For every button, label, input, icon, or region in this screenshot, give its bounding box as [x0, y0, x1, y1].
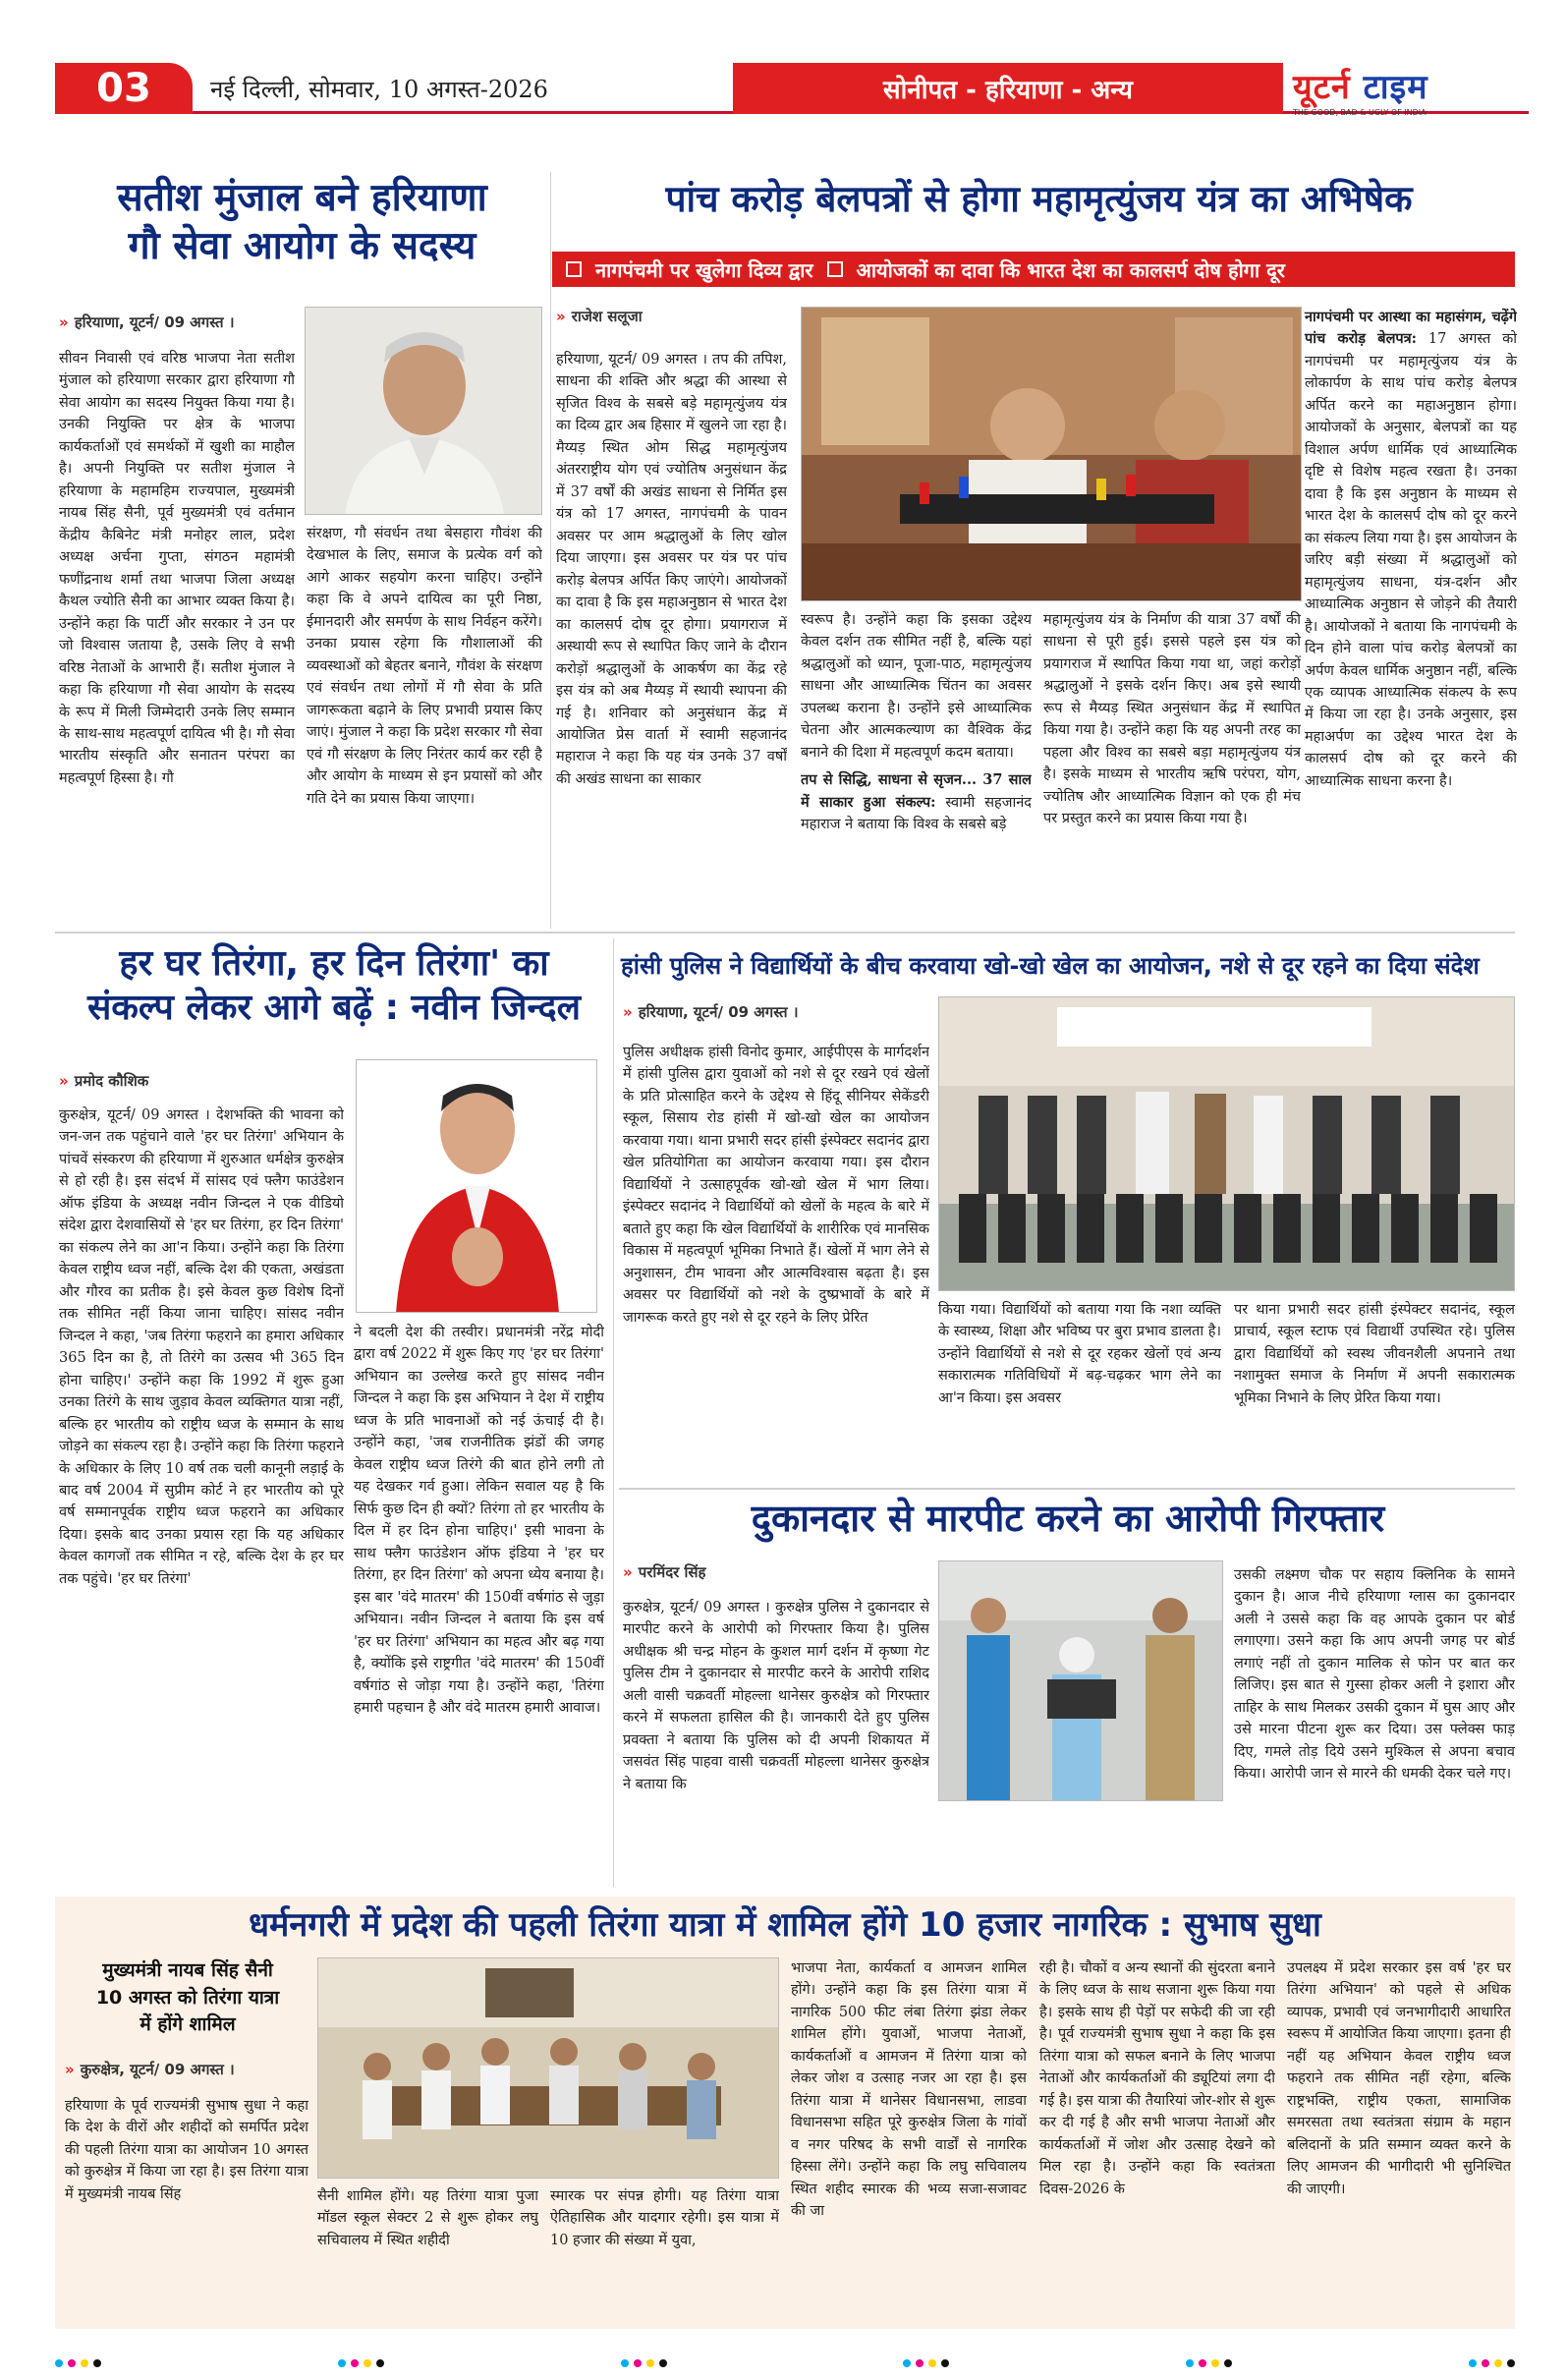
- story4-col2: किया गया। विद्यार्थियों को बताया गया कि नशा व्यक्ति के स्वास्थ्य, शिक्षा और भविष्य पर बुरा प्रभाव डालता है। उन्होंने विद्यार्थियों से नशे से दूर रहकर खेलों एवं अन्य सकारात्मक गतिविधियों में बढ़-चढ़कर भाग लेने का आ'न किया। इस अवसर: [938, 1302, 1221, 1406]
- masthead: [1293, 63, 1529, 117]
- story5-col2: उसकी लक्ष्मण चौक पर सहाय क्लिनिक के सामने दुकान है। आज नीचे हरियाणा ग्लास का दुकानदार अली ने उससे कहा कि वह आपके दुकान पर बोर्ड लगाएगा। उसने कहा कि आप अपनी जगह पर बोर्ड लगाएं नहीं तो दुकान मालिक से फोन पर बात कर लिजिए। इस बात से गुस्सा होकर अली ने इशारा और ताहिर के साथ मिलकर उसकी दुकान में घुस आए और उसे मारना पीटना शुरू कर दिया। उस फ्लेक्स फाड़ दिए, गमले तोड़ दिये उसने मुश्किल से अपना बचाव किया। आरोपी जान से मारने की धमकी देकर चले गए।: [1234, 1567, 1515, 1783]
- story2-banner: नागपंचमी पर खुलेगा दिव्य द्वार आयोजकों का दावा कि भारत देश का कालसर्प दोष होगा दूर: [552, 252, 1515, 287]
- story6-byline: » कुरुक्षेत्र, यूटर्न/ 09 अगस्त ।: [65, 2061, 235, 2078]
- story1-col2: संरक्षण, गौ संवर्धन तथा बेसहारा गौवंश की देखभाल के लिए, समाज के प्रत्येक वर्ग को आगे आकर सहयोग करना चाहिए। उन्होंने कहा कि वे अपने दायित्व का पूरी निष्ठा, ईमानदारी और समर्पण के साथ निर्वहन करेंगे। उनका प्रयास रहेगा कि गौशालाओं की व्यवस्थाओं को बेहतर बनाने, गौवंश के संरक्षण एवं संवर्धन तथा लोगों में गौ सेवा के प्रति जागरूकता बढ़ाने के लिए प्रभावी प्रयास किए जाएं। मुंजाल ने कहा कि प्रदेश सरकार गौ सेवा एवं गौ संरक्षण के लिए निरंतर कार्य कर रही है और आयोग के माध्यम से इन प्रयासों को और गति देने का प्रयास किया जाएगा।: [307, 526, 542, 807]
- dateline: नई दिल्ली, सोमवार, 10 अगस्त-2026: [210, 76, 548, 103]
- story2-col1: हरियाणा, यूटर्न/ 09 अगस्त । तप की तपिश, साधना की शक्ति और श्रद्धा की आस्था से सृजित विश्व के सबसे बड़े महामृत्युंजय यंत्र का दिव्य द्वार अब हिसार में खुलने जा रहा है। मैय्यड़ स्थित ओम सिद्ध महामृत्युंजय अंतरराष्ट्रीय योग एवं ज्योतिष अनुसंधान केंद्र में 37 वर्षों की अखंड साधना से निर्मित इस यंत्र को 17 अगस्त, नागपंचमी के पावन अवसर पर आम श्रद्धालुओं के लिए खोल दिया जाएगा। इस अवसर पर यंत्र पर पांच करोड़ बेलपत्र अर्पित किए जाएंगे। आयोजकों का दावा है कि इस महाअनुष्ठान से भारत देश का कालसर्प दोष दूर होगा। प्रयागराज में अस्थायी रूप से स्थापित किए जाने के दौरान करोड़ों श्रद्धालुओं के आकर्षण का केंद्र रहे इस यंत्र को अब मैय्यड़ में स्थायी स्थापना की गई है। शनिवार को अनुसंधान केंद्र में आयोजित प्रेस वार्ता में स्वामी सहजानंद महाराज ने कहा कि यह यंत्र उनके 37 वर्षों की अखंड साधना का साकार: [556, 352, 787, 787]
- section-label: सोनीपत - हरियाणा - अन्य: [733, 63, 1283, 114]
- story4-headline: हांसी पुलिस ने विद्यार्थियों के बीच करवाया खो-खो खेल का आयोजन, नशे से दूर रहने का दिया संदेश: [621, 952, 1480, 980]
- story6-col5: रही है। चौकों व अन्य स्थानों की सुंदरता बनाने के लिए ध्वज के साथ सजाना शुरू किया गया है। इसके साथ ही पेड़ों पर सफेदी की जा रही है। पूर्व राज्यमंत्री सुभाष सुधा ने कहा कि इस तिरंगा यात्रा को सफल बनाने के लिए भाजपा नेताओं और कार्यकर्ताओं की ड्यूटियां लगा दी गई है। इस यात्रा की तैयारियां जोर-शोर से शुरू कर दी गई है और सभी भाजपा नेताओं और कार्यकर्ताओं में जोश और उत्साह देखने को मिल रहा है। उन्होंने कहा कि स्वतंत्रता दिवस-2026 के: [1039, 1960, 1275, 2197]
- story6-col2: सैनी शामिल होंगे। यह तिरंगा यात्रा पुजा मॉडल स्कूल सेक्टर 2 से शुरू होकर लघु सचिवालय में स्थित शहीदी: [317, 2188, 538, 2248]
- story4-col1: पुलिस अधीक्षक हांसी विनोद कुमार, आईपीएस के मार्गदर्शन में हांसी पुलिस द्वारा युवाओं को नशे से दूर रखने एवं खेलों के प्रति प्रोत्साहित करने के उद्देश्य से हिंदू सीनियर सेकेंडरी स्कूल, सिसाय रोड हांसी में खो-खो खेल का आयोजन करवाया गया। थाना प्रभारी सदर हांसी इंस्पेक्टर सदानंद द्वारा खेल प्रतियोगिता का आयोजन करवाया गया। इस दौरान विद्यार्थियों ने उत्साहपूर्वक खो-खो खेल में भाग लिया। इंस्पेक्टर सदानंद ने विद्यार्थियों को खेलों के महत्व के बारे में बताते हुए कहा कि खेल विद्यार्थियों के शारीरिक एवं मानसिक विकास में महत्वपूर्ण भूमिका निभाते हैं। खेलों में भाग लेने से अनुशासन, टीम भावना और आत्मविश्वास बढ़ता है। इस अवसर पर विद्यार्थियों को नशे के दुष्प्रभावों के बारे में जागरूक करते हुए नशे से दूर रहने के लिए प्रेरित: [623, 1045, 929, 1326]
- story3-col2: ने बदली देश की तस्वीर। प्रधानमंत्री नरेंद्र मोदी द्वारा वर्ष 2022 में शुरू किए गए 'हर घर तिरंगा' अभियान का उल्लेख करते हुए सांसद नवीन जिन्दल ने कहा कि इस अभियान ने देश में राष्ट्रीय ध्वज के प्रति भावनाओं को नई ऊंचाई दी है। उन्होंने कहा, 'जब राजनीतिक झंडों की जगह केवल राष्ट्रीय ध्वज तिरंगे की बात होने लगी तो यह देखकर गर्व हुआ। लेकिन सवाल यह है कि सिर्फ कुछ दिन ही क्यों? तिरंगा तो हर भारतीय के दिल में हर दिन होना चाहिए।' इसी भावना के साथ फ्लैग फाउंडेशन ऑफ इंडिया ने 'हर घर तिरंगा, हर दिन तिरंगा' को अपना ध्येय बनाया है। इस बार 'वंदे मातरम' की 150वीं वर्षगांठ से जुड़ा अभियान। नवीन जिन्दल ने बताया कि इस वर्ष 'हर घर तिरंगा' अभियान का महत्व और बढ़ गया है, क्योंकि इसे राष्ट्रगीत 'वंदे मातरम' की 150वीं वर्षगांठ से जोड़ा गया है। उन्होंने कहा, 'तिरंगा हमारी पहचान है और वंदे मातरम हमारी आवाज।: [354, 1325, 604, 1716]
- story4-col3: पर थाना प्रभारी सदर हांसी इंस्पेक्टर सदानंद, स्कूल प्राचार्य, स्कूल स्टाफ एवं विद्यार्थी उपस्थित रहे। पुलिस द्वारा विद्यार्थियों को स्वस्थ जीवनशैली अपनाने तथा नशामुक्त समाज के निर्माण में अपनी सकारात्मक भूमिका निभाने के लिए प्रेरित किया गया।: [1234, 1302, 1515, 1406]
- story6-headline: धर्मनगरी में प्रदेश की पहली तिरंगा यात्रा में शामिल होंगे 10 हजार नागरिक : सुभाष सुधा: [249, 1905, 1321, 1945]
- story3-headline: हर घर तिरंगा, हर दिन तिरंगा' का संकल्प लेकर आगे बढ़ें : नवीन जिन्दल: [86, 943, 582, 1028]
- story6-col3: स्मारक पर संपन्न होगी। यह तिरंगा यात्रा ऐतिहासिक और यादगार रहेगी। इस यात्रा में 10 हजार की संख्या में युवा,: [550, 2188, 779, 2248]
- naveen-jindal-photo: [356, 1059, 597, 1313]
- page-number: 03: [55, 63, 193, 114]
- story6-col1: हरियाणा के पूर्व राज्यमंत्री सुभाष सुधा ने कहा कि देश के वीरों और शहीदों को समर्पित प्रदेश की पहली तिरंगा यात्रा का आयोजन 10 अगस्त को कुरुक्षेत्र में किया जा रहा है। इस तिरंगा यात्रा में मुख्यमंत्री नायब सिंह: [65, 2098, 308, 2202]
- satish-munjal-photo: [305, 307, 542, 515]
- story5-headline: दुकानदार से मारपीट करने का आरोपी गिरफ्तार: [751, 1497, 1385, 1540]
- registration-dots-icon: [55, 2359, 101, 2367]
- kho-kho-students-photo: [938, 996, 1515, 1291]
- story5-col1: कुरुक्षेत्र, यूटर्न/ 09 अगस्त । कुरुक्षेत्र पुलिस ने दुकानदार से मारपीट करने के आरोपी को गिरफ्तार किया है। पुलिस अधीक्षक श्री चन्द्र मोहन के कुशल मार्ग दर्शन में कृष्णा गेट पुलिस टीम ने दुकानदार से मारपीट करने के आरोपी राशिद अली वासी चक्रवर्ती मोहल्ला थानेसर कुरुक्षेत्र को गिरफ्तार करने में सफलता हासिल की है। जानकारी देते हुए पुलिस प्रवक्ता ने बताया कि पुलिस को दी अपनी शिकायत में जसवंत सिंह पाहवा वासी चक्रवर्ती मोहल्ला थानेसर कुरुक्षेत्र ने बताया कि: [623, 1600, 929, 1792]
- masthead-tagline: THE GOOD, BAD & UGLY OF INDIA: [1293, 108, 1427, 117]
- story1-headline: सतीश मुंजाल बने हरियाणा गौ सेवा आयोग के सदस्य: [117, 176, 487, 268]
- story3-byline: » प्रमोद कौशिक: [59, 1072, 149, 1090]
- press-conference-photo: [801, 307, 1302, 601]
- registration-dots-icon: [621, 2359, 667, 2367]
- story2-col4: नागपंचमी पर आस्था का महासंगम, चढ़ेंगे पांच करोड़ बेलपत्र: 17 अगस्त को नागपंचमी पर महामृत्युंजय यंत्र के लोकार्पण के साथ पांच करोड़ बेलपत्र अर्पित करने का महाअनुष्ठान होगा। आयोजकों के अनुसार, बेलपत्रों का यह विशाल अर्पण धार्मिक एवं आध्यात्मिक दृष्टि से विशेष महत्व रखता है। उनका दावा है कि इस अनुष्ठान के माध्यम से भारत देश के कालसर्प दोष को दूर करने का संकल्प लिया गया है। इस आयोजन के जरिए बड़ी संख्या में श्रद्धालुओं को महामृत्युंजय साधना, यंत्र-दर्शन और आध्यात्मिक अनुष्ठान से जोड़ने की तैयारी है। आयोजकों ने बताया कि नागपंचमी के दिन होने वाला पांच करोड़ बेलपत्रों का अर्पण केवल धार्मिक अनुष्ठान नहीं, बल्कि एक व्यापक आध्यात्मिक संकल्प के रूप में किया जा रहा है। उनके अनुसार, इस महाअर्पण का उद्देश्य भारत देश के कालसर्प दोष को दूर करने की आध्यात्मिक साधना करना है।: [1305, 309, 1517, 789]
- registration-dots-icon: [1186, 2359, 1232, 2367]
- registration-marks: [55, 2353, 1515, 2373]
- checkbox-bullet-icon: [827, 261, 843, 277]
- story1-col1: सीवन निवासी एवं वरिष्ठ भाजपा नेता सतीश मुंजाल को हरियाणा सरकार द्वारा हरियाणा गौ सेवा आयोग का सदस्य नियुक्त किया गया है। उनकी नियुक्ति पर क्षेत्र के भाजपा कार्यकर्ताओं एवं समर्थकों में खुशी का माहौल है। अपनी नियुक्ति पर सतीश मुंजाल ने हरियाणा के महामहिम राज्यपाल, मुख्यमंत्री नायब सिंह सैनी, पूर्व मुख्यमंत्री एवं वर्तमान केंद्रीय कैबिनेट मंत्री मनोहर लाल, प्रदेश अध्यक्ष अर्चना गुप्ता, संगठन महामंत्री फणींद्रनाथ शर्मा तथा भाजपा जिला अध्यक्ष कैथल ज्योति सैनी का आभार व्यक्त किया है। उन्होंने कहा कि पार्टी और सरकार ने उन पर जो विश्वास जताया है, उसके लिए वे सभी वरिष्ठ नेताओं के आभारी हैं। सतीश मुंजाल ने कहा कि हरियाणा गौ सेवा आयोग के सदस्य के रूप में मिली जिम्मेदारी उनके लिए सम्मान के साथ-साथ महत्वपूर्ण दायित्व भी है। गौ सेवा भारतीय संस्कृति और सनातन परंपरा का महत्वपूर्ण हिस्सा है। गौ: [59, 351, 295, 786]
- story2-headline: पांच करोड़ बेलपत्रों से होगा महामृत्युंजय यंत्र का अभिषेक: [665, 178, 1413, 220]
- registration-dots-icon: [1469, 2359, 1515, 2367]
- story2-col2: स्वरूप है। उन्होंने कहा कि इसका उद्देश्य केवल दर्शन तक सीमित नहीं है, बल्कि यहां श्रद्धालुओं को ध्यान, पूजा-पाठ, महामृत्युंजय साधना और आध्यात्मिक चिंतन का अवसर उपलब्ध कराना है। उन्होंने इसे आध्यात्मिक चेतना और आत्मकल्याण का वैश्विक केंद्र बनाने की दिशा में महत्वपूर्ण कदम बताया। तप से सिद्धि, साधना से सृजन... 37 साल में साकार हुआ संकल्प: स्वामी सहजानंद महाराज ने बताया कि विश्व के सबसे बड़े: [801, 612, 1032, 833]
- registration-dots-icon: [338, 2359, 384, 2367]
- story5-byline: » परमिंदर सिंह: [623, 1563, 706, 1581]
- story4-byline: » हरियाणा, यूटर्न/ 09 अगस्त ।: [623, 1003, 799, 1021]
- story6-col4: भाजपा नेता, कार्यकर्ता व आमजन शामिल होंगे। उन्होंने कहा कि इस तिरंगा यात्रा में नागरिक 500 फीट लंबा तिरंगा झंडा लेकर शामिल होंगे। युवाओं, भाजपा नेताओं, कार्यकर्ताओं व आमजन में तिरंगा यात्रा को लेकर जोश व उत्साह नजर आ रहा है। इस तिरंगा यात्रा में थानेसर विधानसभा, लाडवा विधानसभा सहित पूरे कुरुक्षेत्र जिला के गांवों व नगर परिषद के सभी वार्डों से नागरिक हिस्सा लेंगे। उन्होंने कहा कि लघु सचिवालय स्थित शहीद स्मारक की भव्य सजा-सजावट की जा: [791, 1960, 1027, 2220]
- story6-subhead: मुख्यमंत्री नायब सिंह सैनी 10 अगस्त को तिरंगा यात्रा में होंगे शामिल: [95, 1959, 280, 2036]
- story6-col6: उपलक्ष्य में प्रदेश सरकार इस वर्ष 'हर घर तिरंगा अभियान' को पहले से अधिक व्यापक, प्रभावी एवं जनभागीदारी आधारित स्वरूप में आयोजित किया जाएगा। इतना ही नहीं यह अभियान केवल राष्ट्रीय ध्वज फहराने तक सीमित नहीं रहेगा, बल्कि राष्ट्रभक्ति, राष्ट्रीय एकता, सामाजिक समरसता तथा स्वतंत्रता संग्राम के महान बलिदानों के प्रति सम्मान व्यक्त करने के लिए आमजन की भागीदारी भी सुनिश्चित की जाएगी।: [1287, 1960, 1511, 2197]
- meeting-photo: [317, 1957, 779, 2179]
- story2-col3: महामृत्युंजय यंत्र के निर्माण की यात्रा 37 वर्षों की साधना से पूरी हुई। इससे पहले इस यंत्र को प्रयागराज में स्थापित किया गया था, जहां करोड़ों श्रद्धालुओं ने इसके दर्शन किए। अब इसे स्थायी रूप से मैय्यड़ स्थित अनुसंधान केंद्र में स्थापित किया गया है। उन्होंने कहा कि यह अपनी तरह का पहला और विश्व का सबसे बड़ा महामृत्युंजय यंत्र है। इसके माध्यम से भारतीय ऋषि परंपरा, योग, ज्योतिष और आध्यात्मिक विज्ञान को एक ही मंच पर प्रस्तुत करने का प्रयास किया गया है।: [1043, 612, 1301, 827]
- story3-col1: कुरुक्षेत्र, यूटर्न/ 09 अगस्त । देशभक्ति की भावना को जन-जन तक पहुंचाने वाले 'हर घर तिरंगा' अभियान के पांचवें संस्करण की हरियाणा में शुरुआत धर्मक्षेत्र कुरुक्षेत्र से हो रही है। इस संदर्भ में सांसद एवं फ्लैग फाउंडेशन ऑफ इंडिया के अध्यक्ष नवीन जिन्दल ने एक वीडियो संदेश द्वारा देशवासियों से 'हर घर तिरंगा, हर दिन तिरंगा' का संकल्प लेने का आ'न किया। उन्होंने कहा कि तिरंगा केवल राष्ट्रीय ध्वज नहीं, बल्कि देश की एकता, अखंडता और गौरव का प्रतीक है। इसे केवल कुछ विशेष दिनों तक सीमित नहीं किया जाना चाहिए। सांसद नवीन जिन्दल ने कहा, 'जब तिरंगा फहराने का हमारा अधिकार 365 दिन का है, तो तिरंगे का उत्सव भी 365 दिन होना चाहिए।' उन्होंने कहा कि 1992 में शुरू हुआ उनका तिरंगे के साथ जुड़ाव केवल व्यक्तिगत यात्रा नहीं, बल्कि हर भारतीय को राष्ट्रीय ध्वज के सम्मान के साथ जोड़ने का संकल्प रहा है। उन्होंने कहा कि तिरंगा फहराने के अधिकार के लिए 10 वर्ष तक चली कानूनी लड़ाई के बाद वर्ष 2004 में सुप्रीम कोर्ट ने हर भारतीय को पूरे वर्ष सम्मानपूर्वक राष्ट्रीय ध्वज फहराने का अधिकार दिया। इसके बाद उनका प्रयास रहा कि यह अधिकार केवल कागजों तक सीमित न रहे, बल्कि देश के हर घर तक पहुंचे। 'हर घर तिरंगा': [59, 1107, 344, 1587]
- page-header: [55, 63, 1529, 117]
- masthead-title: यूटर्न टाइम: [1293, 68, 1428, 107]
- story2-byline: » राजेश सलूजा: [556, 308, 643, 325]
- story1-byline: » हरियाणा, यूटर्न/ 09 अगस्त ।: [59, 313, 235, 331]
- checkbox-bullet-icon: [566, 261, 582, 277]
- registration-dots-icon: [903, 2359, 949, 2367]
- arrested-accused-photo: [938, 1560, 1223, 1801]
